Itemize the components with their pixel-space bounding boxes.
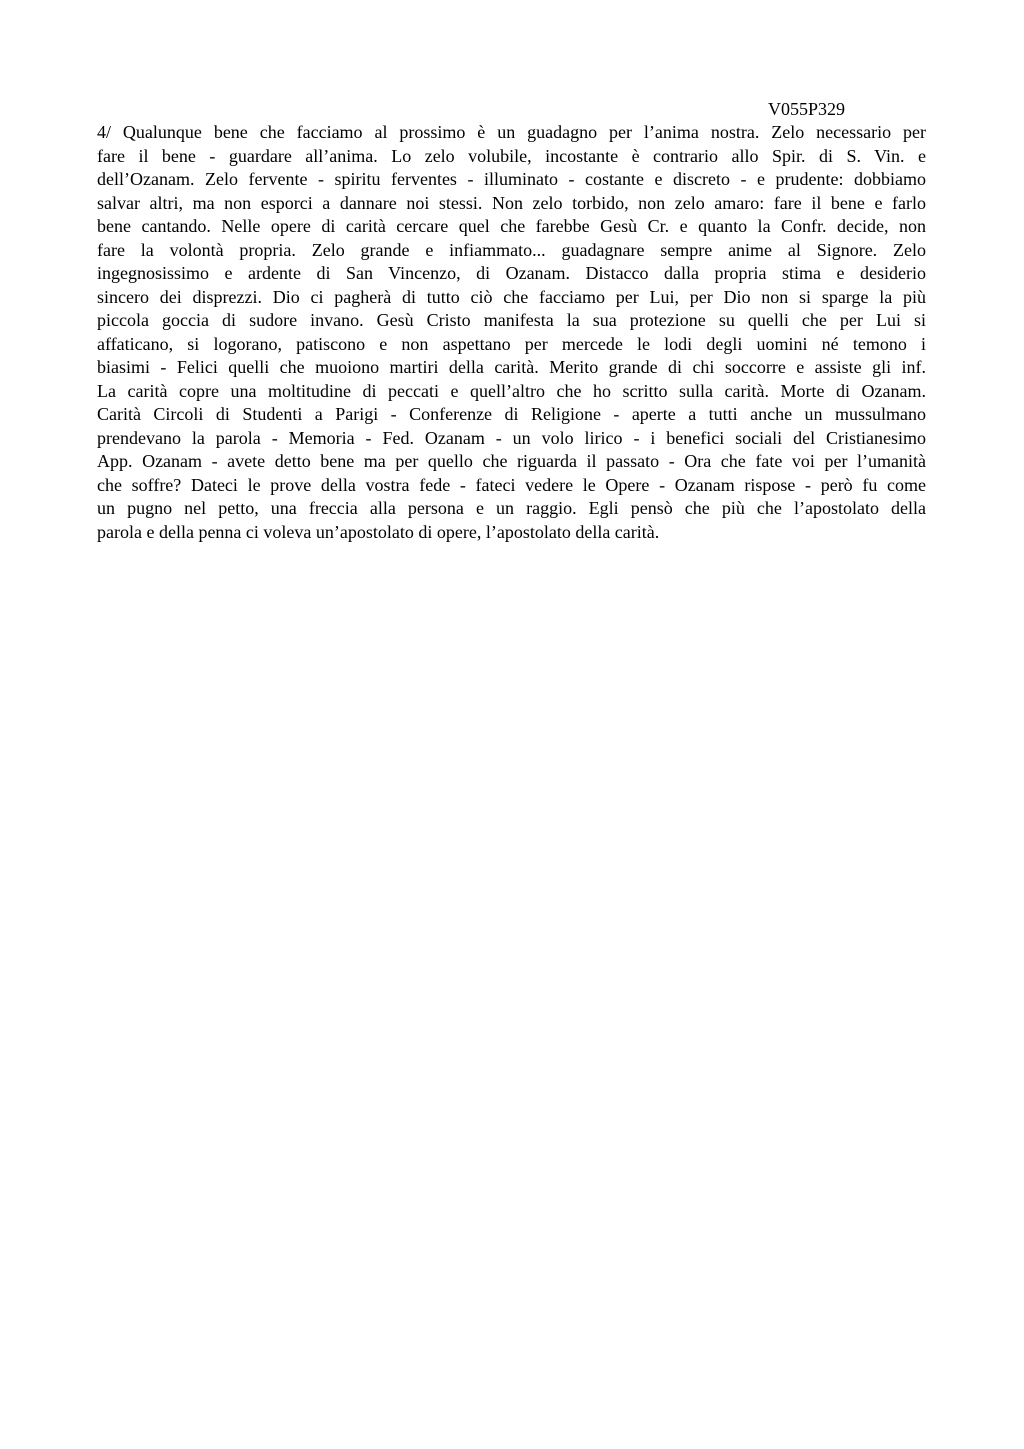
text-line: prendevano la parola - Memoria - Fed. Ozanam - un volo lirico - i benefici sociali del Cristianesimo (97, 427, 926, 448)
text-line: App. Ozanam - avete detto bene ma per quello che riguarda il passato - Ora che fate voi per l’umanità (97, 451, 926, 471)
text-line: biasimi - Felici quelli che muoiono martiri della carità. Merito grande di chi soccorre e assiste gli inf. (97, 357, 926, 377)
text-line: sincero dei disprezzi. Dio ci pagherà di tutto ciò che facciamo per Lui, per Dio non si sparge la più (97, 286, 926, 307)
text-line: che soffre? Dateci le prove della vostra fede - fateci vedere le Opere - Ozanam rispose - però fu come (97, 474, 926, 495)
text-line: bene cantando. Nelle opere di carità cercare quel che farebbe Gesù Cr. e quanto la Confr. decide, non (97, 216, 926, 236)
text-line: 4/ Qualunque bene che facciamo al prossimo è un guadagno per l’anima nostra. Zelo necessario per (97, 122, 926, 142)
page-code: V055P329 (768, 99, 846, 119)
text-line: affaticano, si logorano, patiscono e non aspettano per mercede le lodi degli uomini né temono i (97, 333, 926, 354)
text-line: parola e della penna ci voleva un’apostolato di opere, l’apostolato della carità. (97, 521, 660, 542)
text-line: un pugno nel petto, una freccia alla persona e un raggio. Egli pensò che più che l’apostolato della (97, 498, 926, 518)
text-line: piccola goccia di sudore invano. Gesù Cristo manifesta la sua protezione su quelli che per Lui si (97, 310, 926, 330)
text-line: dell’Ozanam. Zelo fervente - spiritu ferventes - illuminato - costante e discreto - e prudente: dobbiamo (97, 169, 926, 189)
text-line: salvar altri, ma non esporci a dannare noi stessi. Non zelo torbido, non zelo amaro: fare il bene e farlo (97, 192, 926, 213)
text-line: fare il bene - guardare all’anima. Lo zelo volubile, incostante è contrario allo Spir. di S. Vin. e (97, 145, 926, 166)
text-line: ingegnosissimo e ardente di San Vincenzo, di Ozanam. Distacco dalla propria stima e desiderio (97, 263, 926, 283)
body-text (97, 121, 926, 544)
text-line: La carità copre una moltitudine di peccati e quell’altro che ho scritto sulla carità. Morte di Ozanam. (97, 380, 926, 401)
text-line: Carità Circoli di Studenti a Parigi - Conferenze di Religione - aperte a tutti anche un mussulmano (97, 404, 926, 424)
text-line: fare la volontà propria. Zelo grande e infiammato... guadagnare sempre anime al Signore. Zelo (97, 239, 926, 260)
